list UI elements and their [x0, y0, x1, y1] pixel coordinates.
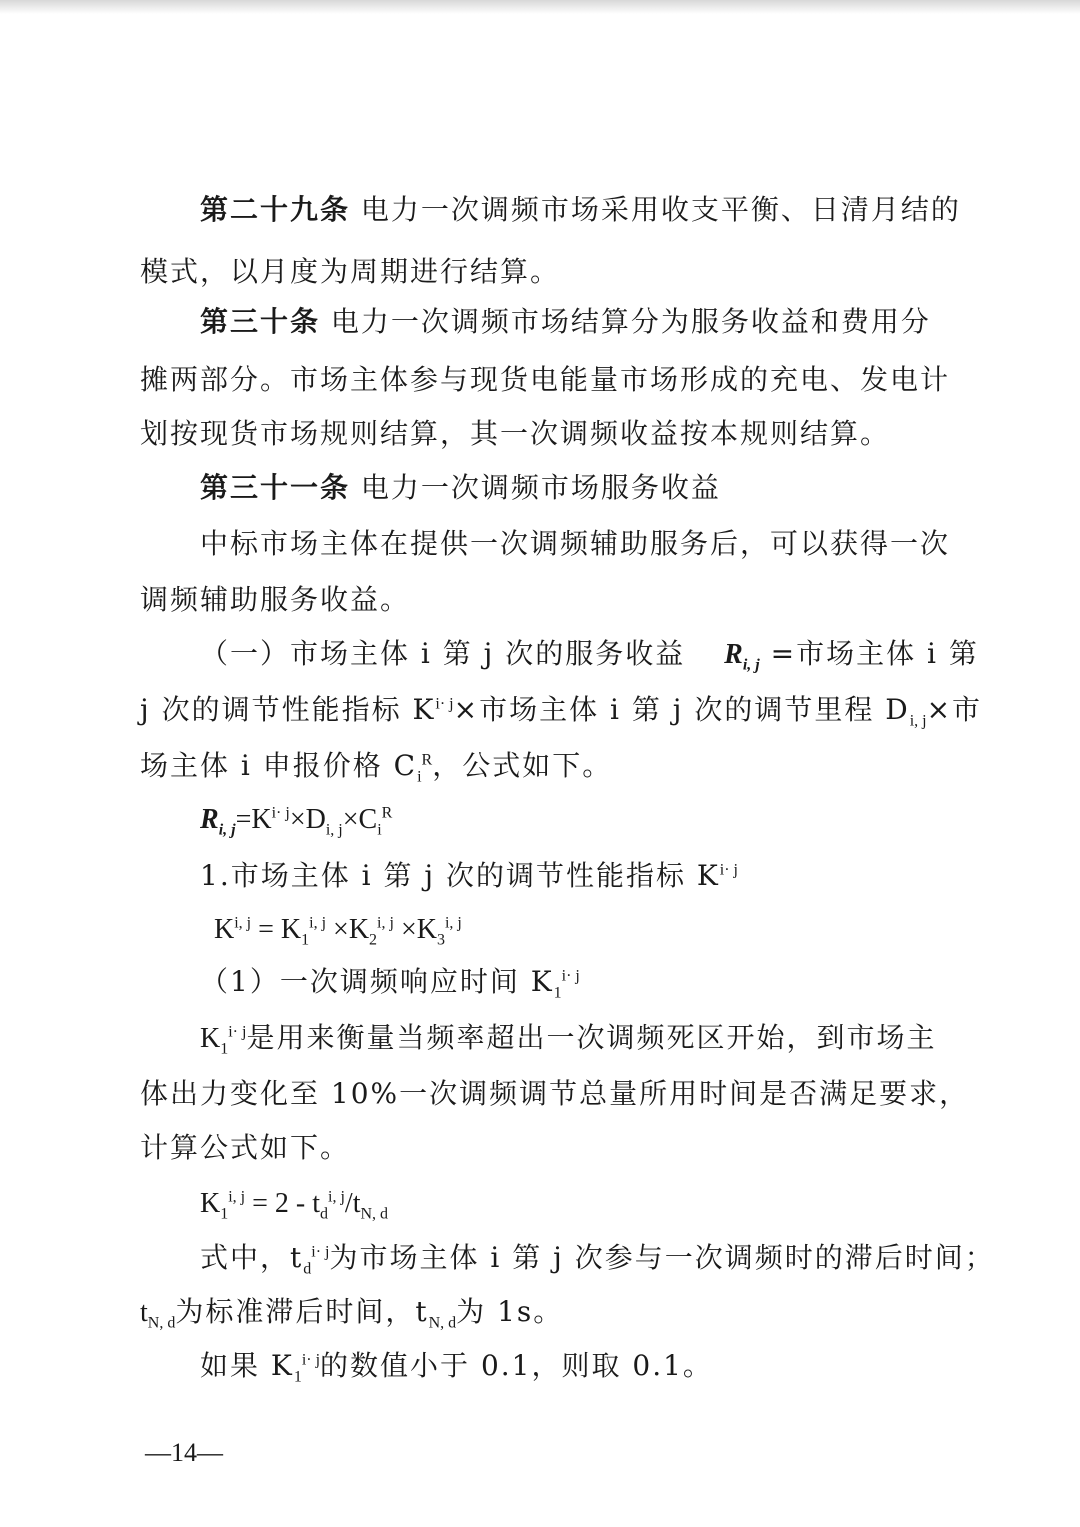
- text: （1）一次调频响应时间 K: [200, 965, 554, 998]
- formula-R: [200, 800, 392, 840]
- where-line-1: [200, 1238, 995, 1278]
- item-1-1-heading: [200, 962, 580, 1002]
- text: N, d: [428, 1314, 457, 1332]
- text: 电力一次调频市场采用收支平衡、日清月结的: [360, 193, 961, 226]
- last-line: [200, 1346, 713, 1386]
- article-30-title: 第三十条: [200, 305, 321, 338]
- text: N, d: [147, 1314, 176, 1332]
- text: d: [320, 1205, 329, 1223]
- text: i, j: [444, 914, 462, 932]
- text: 为市场主体 i 第 j 次参与一次调频时的滞后时间；: [329, 1241, 995, 1274]
- text: i, j: [218, 821, 236, 839]
- text: 2: [369, 931, 378, 949]
- text: 1: [220, 1040, 229, 1058]
- text: ，公式如下。: [432, 749, 613, 782]
- text: t: [140, 1297, 148, 1328]
- text: i· j: [561, 967, 580, 985]
- text: i· j: [228, 1023, 247, 1041]
- text: 体出力变化至 10%一次调频调节总量所用时间是否满足要求，: [140, 1077, 970, 1110]
- text: =市场主体 i 第: [770, 637, 979, 670]
- text: 3: [436, 931, 445, 949]
- para-2-line-3: [140, 1128, 350, 1168]
- text: =K: [235, 804, 272, 835]
- text: i, j: [909, 712, 927, 730]
- text: N, d: [360, 1205, 389, 1223]
- text: 为 1s。: [456, 1295, 564, 1328]
- text: 中标市场主体在提供一次调频辅助服务后，可以获得一次: [200, 527, 951, 560]
- text: i, j: [309, 914, 327, 932]
- text: i, j: [325, 821, 343, 839]
- article-29-title: 第二十九条: [200, 193, 351, 226]
- text: 是用来衡量当频率超出一次调频死区开始，到市场主: [246, 1021, 937, 1054]
- text: ×市: [926, 693, 983, 726]
- text: 式中，t: [200, 1241, 304, 1274]
- article-30-line-1: [200, 302, 931, 342]
- text: （一）市场主体 i 第 j 次的服务收益: [200, 637, 686, 670]
- text: i· j: [311, 1243, 330, 1261]
- text: K: [200, 1188, 221, 1219]
- text: i, j: [328, 1188, 345, 1206]
- text: = 2 - t: [245, 1188, 321, 1219]
- text: i, j: [377, 914, 394, 932]
- scan-shadow: [0, 0, 1080, 14]
- text: 的数值小于 0.1，则取 0.1。: [320, 1349, 713, 1382]
- text: i, j: [742, 656, 760, 674]
- text: 1: [220, 1205, 229, 1223]
- article-31-title: 第三十一条: [200, 471, 351, 504]
- text: i: [417, 768, 422, 786]
- text: /t: [344, 1188, 361, 1219]
- text: ×K: [393, 914, 437, 945]
- text: i· j: [271, 804, 290, 822]
- section-1-line-1: [200, 634, 979, 675]
- text: 电力一次调频市场服务收益: [360, 471, 721, 504]
- text: ×K: [326, 914, 370, 945]
- para-2-line-1: [200, 1018, 936, 1059]
- text: 1: [293, 1368, 302, 1386]
- article-29-line-2: [140, 252, 560, 292]
- text: 划按现货市场规则结算，其一次调频收益按本规则结算。: [140, 417, 891, 450]
- text: 为标准滞后时间，t: [175, 1295, 429, 1328]
- text: 1: [553, 984, 562, 1002]
- text: ×C: [342, 804, 378, 835]
- text: 调频辅助服务收益。: [140, 583, 411, 616]
- formula-K1: [200, 1184, 388, 1224]
- text: 1.市场主体 i 第 j 次的调节性能指标 K: [200, 859, 720, 892]
- text: j 次的调节性能指标 K: [140, 693, 436, 726]
- text: 1: [301, 931, 310, 949]
- text: 场主体 i 申报价格 C: [140, 749, 418, 782]
- where-line-2: [140, 1292, 563, 1333]
- formula-K: [214, 910, 462, 950]
- article-30-line-2: [140, 360, 950, 400]
- text: i· j: [435, 695, 454, 713]
- text: i· j: [301, 1351, 321, 1369]
- text: R: [381, 804, 393, 822]
- text: 电力一次调频市场结算分为服务收益和费用分: [330, 305, 931, 338]
- text: R: [200, 804, 219, 835]
- page-number: —14—: [145, 1438, 223, 1467]
- text: i, j: [228, 1188, 246, 1206]
- section-1-line-3: [140, 746, 612, 786]
- text: R: [421, 751, 433, 769]
- text: R: [724, 639, 743, 670]
- formula-symbol: [724, 639, 760, 674]
- section-1-line-2: [140, 690, 982, 730]
- text: 摊两部分。市场主体参与现货电能量市场形成的充电、发电计: [140, 363, 951, 396]
- text: = K: [251, 914, 302, 945]
- para-1-line-2: [140, 580, 410, 620]
- article-29-line-1: [200, 190, 961, 230]
- para-1-line-1: [200, 524, 950, 564]
- item-1-heading: [200, 856, 738, 896]
- article-31-line: [200, 468, 721, 508]
- text: K: [214, 914, 235, 945]
- text: d: [303, 1260, 312, 1278]
- text: ×市场主体 i 第 j 次的调节里程 D: [453, 693, 910, 726]
- text: ×D: [289, 804, 326, 835]
- text: i, j: [234, 914, 252, 932]
- text: i: [377, 821, 382, 839]
- article-30-line-3: [140, 414, 890, 454]
- text: 计算公式如下。: [140, 1131, 351, 1164]
- text: i· j: [719, 861, 738, 879]
- text: 如果 K: [200, 1349, 294, 1382]
- para-2-line-2: [140, 1074, 969, 1114]
- text: K: [200, 1023, 221, 1054]
- text: 模式，以月度为周期进行结算。: [140, 255, 561, 288]
